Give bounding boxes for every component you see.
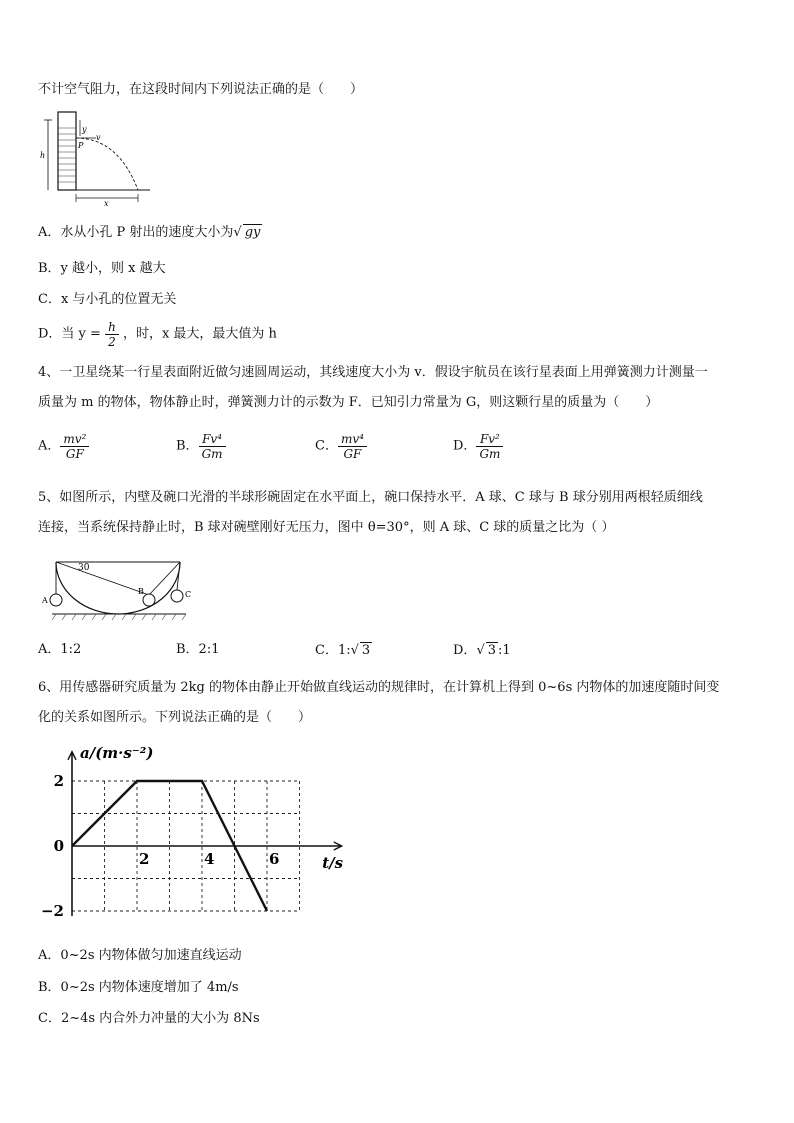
fraction-denominator: Gm	[479, 447, 501, 461]
q5-label-a: A	[42, 596, 48, 605]
q3-option-a	[38, 224, 262, 241]
q4-option-a-fraction	[60, 432, 89, 461]
sqrt-icon: √	[476, 643, 485, 658]
x-tick-label: 2	[139, 850, 150, 868]
q4-option-c-fraction	[338, 432, 367, 461]
q4-option-b	[176, 432, 226, 461]
q4-option-label: B．	[176, 438, 199, 454]
q4-option-b-fraction	[199, 432, 226, 461]
q5-option-c-radicand: 3	[361, 643, 371, 658]
fraction-numerator: Fv⁴	[199, 432, 226, 447]
q4-option-a	[38, 432, 89, 461]
q3-label-y: y	[82, 125, 87, 134]
q3-option-d-fraction	[105, 320, 119, 349]
sqrt-icon: √	[233, 225, 242, 240]
q5-option-d	[453, 642, 511, 659]
q4-stem-line2: 质量为 m 的物体，物体静止时，弹簧测力计的示数为 F．已知引力常量为 G，则这颗行星的质量为（ ）	[38, 395, 659, 410]
q5-figure	[36, 550, 196, 626]
q3-label-h: h	[40, 151, 46, 160]
q3-label-p: P	[78, 141, 84, 150]
q3-label-v: v	[96, 133, 101, 142]
fraction-numerator: Fv²	[476, 432, 503, 447]
q4-option-label: C．	[315, 438, 338, 454]
q5-option-c-prefix: C．1:	[315, 643, 351, 658]
q3-option-a-text: A．水从小孔 P 射出的速度大小为	[38, 225, 234, 240]
q3-figure	[38, 108, 158, 208]
q6-option-b: B．0~2s 内物体速度增加了 4m/s	[38, 980, 239, 995]
fraction-denominator: 2	[108, 335, 116, 349]
q5-label-b: B	[138, 587, 144, 596]
q6-chart	[40, 738, 344, 928]
q5-option-d-suffix: :1	[498, 643, 511, 658]
y-tick-label: 0	[53, 837, 64, 855]
q5-option-c	[315, 642, 372, 659]
q4-option-label: D．	[453, 438, 477, 454]
q6-stem-line2: 化的关系如图所示。下列说法正确的是（ ）	[38, 710, 312, 725]
q4-option-label: A．	[38, 438, 61, 454]
fraction-denominator: GF	[343, 447, 362, 461]
q5-stem-line2: 连接，当系统保持静止时，B 球对碗壁刚好无压力，图中 θ=30°，则 A 球、C 球的质量之比为（ ）	[38, 520, 615, 535]
fraction-denominator: GF	[65, 447, 84, 461]
x-tick-label: 4	[204, 850, 215, 868]
fraction-numerator: mv²	[60, 432, 89, 447]
q5-option-d-prefix: D．	[453, 643, 477, 658]
q6-option-c: C．2~4s 内合外力冲量的大小为 8Ns	[38, 1011, 260, 1026]
q6-stem-line1: 6、用传感器研究质量为 2kg 的物体由静止开始做直线运动的规律时，在计算机上得到 0~6s 内物体的加速度随时间变	[38, 680, 720, 695]
q5-option-a: A．1:2	[38, 642, 82, 657]
fraction-numerator: mv⁴	[338, 432, 367, 447]
sqrt-icon: √	[350, 643, 359, 658]
q3-option-d-prefix: D．当 y =	[38, 326, 101, 342]
y-tick-label: −2	[40, 902, 64, 920]
q5-option-d-radicand: 3	[487, 643, 497, 658]
q4-stem-line1: 4、一卫星绕某一行星表面附近做匀速圆周运动，其线速度大小为 v．假设宇航员在该行星表面上用弹簧测力计测量一	[38, 365, 708, 380]
q3-option-c: C．x 与小孔的位置无关	[38, 292, 177, 307]
q3-option-a-radicand: gy	[244, 225, 261, 240]
fraction-numerator: h	[105, 320, 119, 335]
q3-stem: 不计空气阻力，在这段时间内下列说法正确的是（ ）	[38, 82, 364, 97]
fraction-denominator: Gm	[201, 447, 223, 461]
y-axis-title: a/(m·s⁻²)	[80, 743, 154, 762]
q3-option-d-suffix: ，时，x 最大，最大值为 h	[122, 326, 277, 342]
q5-label-angle: 30	[78, 563, 90, 573]
q3-label-x: x	[104, 199, 109, 208]
q5-stem-line1: 5、如图所示，内壁及碗口光滑的半球形碗固定在水平面上，碗口保持水平．A 球、C 球与 B 球分别用两根轻质细线	[38, 490, 703, 505]
x-tick-label: 6	[269, 850, 280, 868]
chart-axes	[68, 752, 342, 916]
y-tick-label: 2	[53, 772, 64, 790]
q3-option-b: B．y 越小，则 x 越大	[38, 261, 166, 276]
q4-option-d-fraction	[476, 432, 503, 461]
q5-option-b: B．2:1	[176, 642, 220, 657]
q5-label-c: C	[185, 590, 192, 599]
q6-option-a: A．0~2s 内物体做匀加速直线运动	[38, 948, 242, 963]
x-axis-title: t/s	[322, 854, 344, 872]
q3-option-d	[38, 320, 277, 349]
q4-option-c	[315, 432, 367, 461]
q4-option-d	[453, 432, 503, 461]
